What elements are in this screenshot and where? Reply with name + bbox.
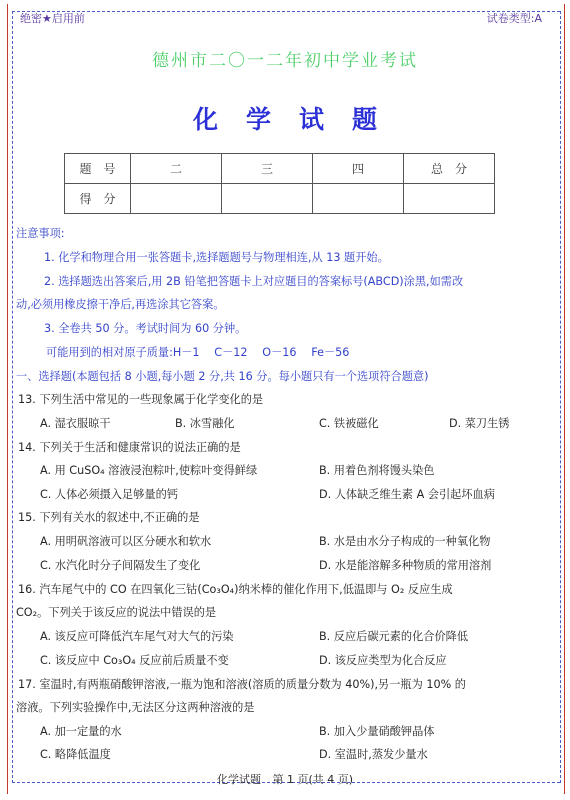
- answer-option: D. 水是能溶解多种物质的常用溶剂: [319, 559, 492, 572]
- atomic-masses: 可能用到的相对原子质量:H－1 C－12 O－16 Fe－56: [46, 346, 350, 359]
- question-stem: 16. 汽车尾气中的 CO 在四氧化三钴(Co₃O₄)纳米棒的催化作用下,低温即与 O₂ 反应生成: [18, 583, 453, 596]
- note-item-2-cont: 动,必须用橡皮擦干净后,再选涂其它答案。: [16, 298, 225, 311]
- answer-option: B. 水是由水分子构成的一种氧化物: [319, 535, 491, 548]
- footer-subject: 化学试题: [216, 773, 261, 786]
- note-item-2: 2. 选择题选出答案后,用 2B 铅笔把答题卡上对应题目的答案标号(ABCD)涂黑,如需改: [44, 275, 464, 288]
- score-cell: 四: [313, 154, 404, 184]
- footer-page-number: 第 1 页(共 4 页): [272, 773, 354, 786]
- answer-option: C. 略降低温度: [40, 748, 111, 761]
- answer-option: C. 水汽化时分子间隔发生了变化: [40, 559, 201, 572]
- question-stem: 15. 下列有关水的叙述中,不正确的是: [18, 511, 200, 524]
- answer-option: A. 加一定量的水: [40, 725, 122, 738]
- score-input-cell[interactable]: [313, 184, 404, 214]
- score-cell: 二: [131, 154, 222, 184]
- answer-option: A. 用明矾溶液可以区分硬水和软水: [40, 535, 212, 548]
- secret-label: 绝密★启用前: [20, 12, 85, 25]
- answer-option: A. 该反应可降低汽车尾气对大气的污染: [40, 630, 234, 643]
- question-stem: 17. 室温时,有两瓶硝酸钾溶液,一瓶为饱和溶液(溶质的质量分数为 40%),另一瓶为 10% 的: [18, 678, 466, 691]
- answer-option: D. 人体缺乏维生素 A 会引起坏血病: [319, 488, 495, 501]
- section-heading: 一、选择题(本题包括 8 小题,每小题 2 分,共 16 分。每小题只有一个选项符合题意): [16, 370, 429, 383]
- score-table: [64, 153, 495, 214]
- score-table-score-row: [65, 184, 495, 214]
- answer-option: B. 加入少量硝酸钾晶体: [319, 725, 435, 738]
- answer-option: D. 室温时,蒸发少量水: [319, 748, 428, 761]
- score-cell: 三: [222, 154, 313, 184]
- answer-option: D. 菜刀生锈: [449, 417, 510, 430]
- question-stem: 14. 下列关于生活和健康常识的说法正确的是: [18, 441, 241, 454]
- note-item-1: 1. 化学和物理合用一张答题卡,选择题题号与物理相连,从 13 题开始。: [44, 251, 389, 264]
- subject-title: 化学试题: [192, 105, 405, 134]
- score-cell: 总 分: [404, 154, 495, 184]
- answer-option: D. 该反应类型为化合反应: [319, 654, 447, 667]
- question-stem-cont: CO₂。下列关于该反应的说法中错误的是: [16, 606, 217, 619]
- score-input-cell[interactable]: [222, 184, 313, 214]
- answer-option: A. 湿衣服晾干: [40, 417, 111, 430]
- dashed-border-top: [12, 11, 560, 12]
- score-table-header-row: [65, 154, 495, 184]
- score-cell: 得 分: [65, 184, 131, 214]
- question-stem-cont: 溶液。下列实验操作中,无法区分这两种溶液的是: [16, 701, 255, 714]
- answer-option: C. 人体必须摄入足够量的钙: [40, 488, 178, 501]
- note-item-3: 3. 全卷共 50 分。考试时间为 60 分钟。: [44, 322, 247, 335]
- answer-option: C. 铁被磁化: [319, 417, 379, 430]
- question-stem: 13. 下列生活中常见的一些现象属于化学变化的是: [18, 393, 264, 406]
- answer-option: C. 该反应中 Co₃O₄ 反应前后质量不变: [40, 654, 229, 667]
- answer-option: B. 用着色剂将馒头染色: [319, 464, 435, 477]
- answer-option: A. 用 CuSO₄ 溶液浸泡粽叶,使粽叶变得鲜绿: [40, 464, 258, 477]
- score-cell: 题 号: [65, 154, 131, 184]
- paper-type: 试卷类型:A: [486, 12, 542, 25]
- exam-title: 德州市二〇一二年初中学业考试: [152, 51, 418, 71]
- score-input-cell[interactable]: [404, 184, 495, 214]
- score-input-cell[interactable]: [131, 184, 222, 214]
- answer-option: B. 冰雪融化: [175, 417, 235, 430]
- answer-option: B. 反应后碳元素的化合价降低: [319, 630, 469, 643]
- notes-heading: 注意事项:: [16, 227, 65, 240]
- page-footer: [0, 771, 570, 787]
